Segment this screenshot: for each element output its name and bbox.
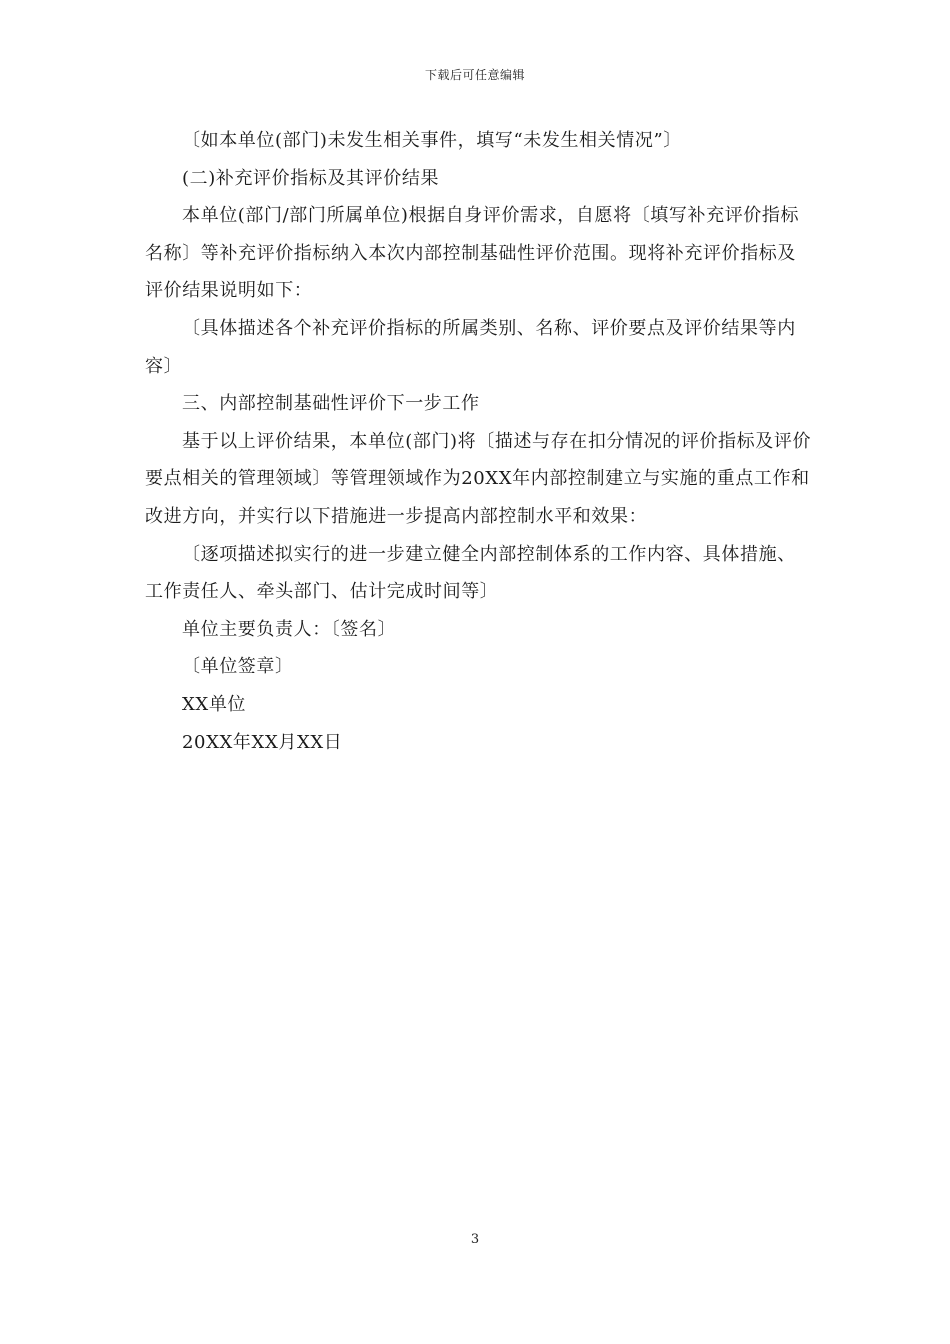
- unit-seal: 〔单位签章〕: [182, 656, 294, 678]
- next-steps-placeholder: 〔逐项描述拟实行的进一步建立健全内部控制体系的工作内容、具体措施、工作责任人、牵头部门、估计完成时间等〕: [145, 543, 796, 603]
- section-heading-next-steps: 三、内部控制基础性评价下一步工作: [182, 393, 480, 415]
- download-edit-note: 下载后可任意编辑: [424, 68, 525, 82]
- no-incident-note: 〔如本单位(部门)未发生相关事件，填写“未发生相关情况”〕: [182, 130, 682, 151]
- document-date: 20XX年XX月XX日: [182, 731, 343, 753]
- unit-name: XX单位: [182, 693, 247, 715]
- document-body: [145, 122, 813, 761]
- page-number: 3: [470, 1232, 480, 1247]
- section-heading-supplementary-indicators: (二)补充评价指标及其评价结果: [182, 167, 440, 189]
- next-steps-paragraph: 基于以上评价结果，本单位(部门)将〔描述与存在扣分情况的评价指标及评价要点相关的管理领域〕等管理领域作为20XX年内部控制建立与实施的重点工作和改进方向，并实行以下措施进一步提高内部控制水平和效果：: [145, 430, 812, 527]
- supplementary-indicators-paragraph: 本单位(部门/部门所属单位)根据自身评价需求，自愿将〔填写补充评价指标名称〕等补充评价指标纳入本次内部控制基础性评价范围。现将补充评价指标及评价结果说明如下：: [145, 205, 800, 302]
- supplementary-indicators-placeholder: 〔具体描述各个补充评价指标的所属类别、名称、评价要点及评价结果等内容〕: [145, 317, 796, 377]
- responsible-person-signature: 单位主要负责人：〔签名〕: [182, 618, 397, 640]
